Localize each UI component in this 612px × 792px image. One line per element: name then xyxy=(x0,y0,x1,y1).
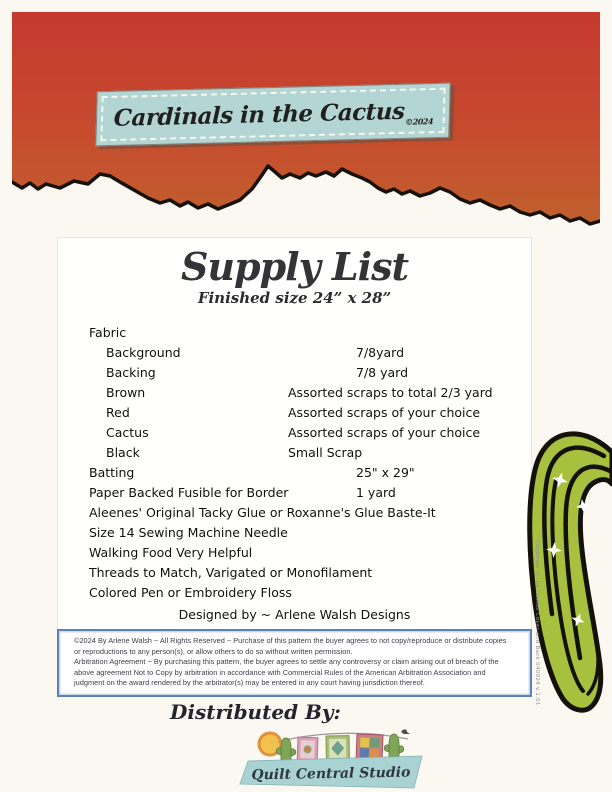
supply-item-value: Assorted scraps to total 2/3 yard xyxy=(288,385,493,400)
supply-row xyxy=(58,325,531,345)
finished-size: Finished size 24” x 28” xyxy=(197,289,392,307)
supply-item-label: Size 14 Sewing Machine Needle xyxy=(89,525,288,540)
supply-item-label: Fabric xyxy=(89,325,127,340)
bird-on-line-icon xyxy=(401,729,410,734)
supply-row xyxy=(58,385,531,405)
supply-list-title: Supply List xyxy=(180,244,409,289)
designer-credit: Designed by ~ Arlene Walsh Designs xyxy=(178,607,411,622)
supply-item-value: 1 yard xyxy=(356,485,396,500)
supply-row xyxy=(58,465,531,485)
quilt-1 xyxy=(297,737,318,762)
supply-item-label: Batting xyxy=(89,465,135,480)
supply-item-label: Walking Food Very Helpful xyxy=(89,545,253,560)
copyright-year: ©2024 xyxy=(405,116,434,127)
supply-item-value: 25" x 29" xyxy=(356,465,415,480)
supply-item-label: Black xyxy=(106,445,140,460)
quilt-2 xyxy=(326,736,349,761)
pattern-title-banner xyxy=(95,83,450,147)
supply-row xyxy=(58,545,531,565)
supply-row xyxy=(58,565,531,585)
supply-item-value: 7/8 yard xyxy=(356,365,409,380)
pattern-title xyxy=(113,97,432,132)
supply-item-value: 7/8yard xyxy=(356,345,405,360)
distributed-by-label: Distributed By: xyxy=(170,700,341,724)
supply-item-label: Colored Pen or Embroidery Floss xyxy=(89,585,292,600)
supply-item-label: Brown xyxy=(106,385,146,400)
supply-rows xyxy=(58,325,531,605)
logo-text: Quilt Central Studio xyxy=(251,764,411,784)
supply-row xyxy=(58,425,531,445)
supply-item-label: Cactus xyxy=(106,425,149,440)
supply-item-label: Aleenes' Original Tacky Glue or Roxanne's Glue Baste-It xyxy=(89,505,436,520)
arbitration-text: Arbitration Agreement ~ By purchasing this pattern, the buyer agrees to settle any controversy or claim arising out of breach of the above agreement Not to Copy by arbitration in accordance with Commercial Rules of the American Arbitration Association and judgment on the award rendered by the arbitrator(s) may be entered in any court having jurisdiction thereof. xyxy=(74,657,499,688)
copyright-notice-box xyxy=(57,629,532,697)
copyright-text: ©2024 By Arlene Walsh ~ All Rights Reserved ~ Purchase of this pattern the buyer agrees to not copy/reproduce or distribute copies or reproductions to any person(s), or allow others to do so without written permission. xyxy=(74,636,507,656)
supply-row xyxy=(58,505,531,525)
supply-item-value: Assorted scraps of your choice xyxy=(288,405,481,420)
supply-item-label: Backing xyxy=(106,365,156,380)
supply-row xyxy=(58,525,531,545)
supply-item-value: Assorted scraps of your choice xyxy=(288,425,481,440)
supply-row xyxy=(58,585,531,605)
supply-row xyxy=(58,405,531,425)
supply-item-label: Background xyxy=(106,345,181,360)
quilt-central-studio-logo xyxy=(238,726,428,790)
supply-item-label: Paper Backed Fusible for Border xyxy=(89,485,289,500)
supply-item-value: Small Scrap xyxy=(288,445,363,460)
supply-item-label: Red xyxy=(106,405,130,420)
supply-row xyxy=(58,365,531,385)
supply-row xyxy=(58,445,531,465)
supply-sheet xyxy=(57,237,532,697)
supply-item-label: Threads to Match, Varigated or Monofilament xyxy=(89,565,373,580)
supply-row xyxy=(58,345,531,365)
document-version-caption: Cardinals in the Cactus Cover and Back 040924 v.1.01 xyxy=(534,540,540,706)
pattern-title-text: Cardinals in the Cactus xyxy=(113,97,405,132)
supply-row xyxy=(58,485,531,505)
